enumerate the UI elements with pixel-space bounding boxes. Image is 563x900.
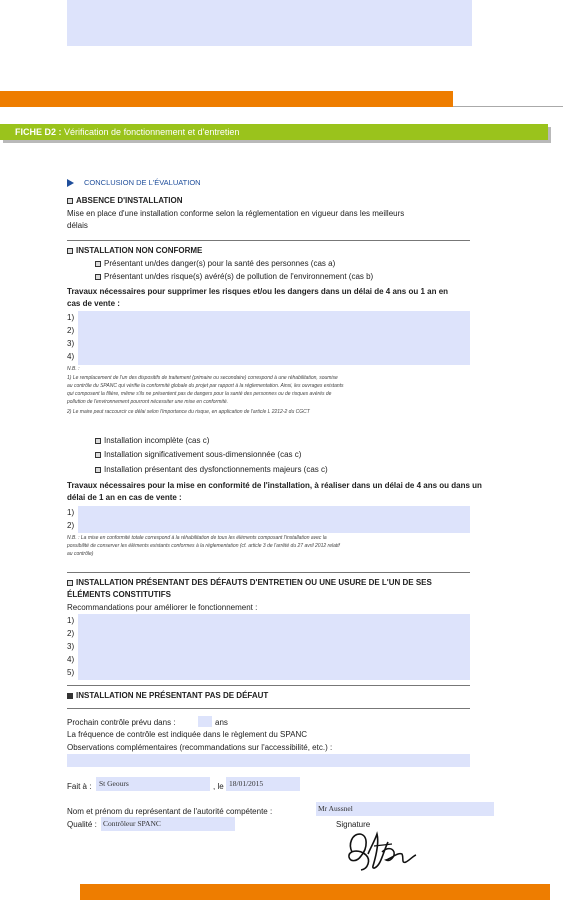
observations-label: Observations complémentaires (recommandations sur l'accessibilité, etc.) : [67, 743, 333, 752]
date-value: 18/01/2015 [229, 779, 264, 788]
header-rule [453, 106, 563, 107]
le-label: , le [213, 782, 224, 791]
option-c1-checkbox[interactable] [95, 438, 101, 444]
defauts-title-1: INSTALLATION PRÉSENTANT DES DÉFAUTS D'ENTRETIEN OU UNE USURE DE L'UN DE SES [67, 578, 432, 588]
travaux2-num-1: 1) [67, 508, 75, 517]
reco-num-1: 1) [67, 616, 75, 625]
divider-2 [67, 572, 470, 573]
option-c2: Installation significativement sous-dimensionnée (cas c) [95, 450, 301, 460]
reco-num-3: 3) [67, 642, 75, 651]
option-c1: Installation incomplète (cas c) [95, 436, 209, 446]
travaux2-field[interactable] [78, 506, 470, 533]
signature-image [346, 822, 418, 874]
travaux-line1: Travaux nécessaires pour supprimer les risques et/ou les dangers dans un délai de 4 ans ou 1 an en [67, 287, 449, 296]
reco-num-2: 2) [67, 629, 75, 638]
qualite-value: Contrôleur SPANC [103, 819, 161, 828]
nb1-line3: qui composent la filière, même s'ils ne présentent pas de dangers pour la santé des personnes ou de risques avérés de [67, 391, 332, 397]
reco-label: Recommandations pour améliorer le fonctionnement : [67, 603, 258, 612]
fiche-code: FICHE D2 : [15, 127, 62, 137]
non-conforme-checkbox[interactable] [67, 248, 73, 254]
travaux-line2: cas de vente : [67, 299, 120, 308]
qualite-label: Qualité : [67, 820, 97, 829]
nom-value: Mr Aussnel [318, 804, 353, 813]
absence-title: ABSENCE D'INSTALLATION [67, 196, 183, 206]
defauts-title-2: ÉLÉMENTS CONSTITUTIFS [67, 590, 171, 599]
absence-checkbox[interactable] [67, 198, 73, 204]
top-field[interactable] [67, 0, 472, 46]
sans-defaut-title: INSTALLATION NE PRÉSENTANT PAS DE DÉFAUT [67, 691, 268, 701]
travaux-num-4: 4) [67, 352, 75, 361]
fait-a-label: Fait à : [67, 782, 92, 791]
nb1-line2: au contrôle du SPANC qui vérifie la conformité globale du projet par rapport à la réglementation. Ainsi, les ouvrages existants [67, 383, 344, 389]
option-a-checkbox[interactable] [95, 261, 101, 267]
absence-line2: délais [67, 221, 88, 230]
orange-band-bottom [80, 884, 550, 900]
divider-1 [67, 240, 470, 241]
travaux-num-2: 2) [67, 326, 75, 335]
observations-field[interactable] [67, 754, 470, 767]
prochain-label: Prochain contrôle prévu dans : [67, 718, 176, 727]
triangle-right-icon [67, 179, 74, 187]
travaux-num-1: 1) [67, 313, 75, 322]
travaux-num-3: 3) [67, 339, 75, 348]
fait-a-value: St Geours [99, 779, 129, 788]
divider-3 [67, 685, 470, 686]
nom-label: Nom et prénom du représentant de l'autorité compétente : [67, 807, 273, 816]
option-a: Présentant un/des danger(s) pour la santé des personnes (cas a) [95, 259, 335, 269]
option-c2-checkbox[interactable] [95, 452, 101, 458]
reco-field[interactable] [78, 614, 470, 680]
conclusion-label: CONCLUSION DE L'ÉVALUATION [84, 178, 201, 187]
sans-defaut-checkbox[interactable] [67, 693, 73, 699]
signature-label: Signature [336, 820, 371, 829]
prochain-field[interactable] [198, 716, 212, 727]
fiche-title-text: Vérification de fonctionnement et d'entretien [64, 127, 240, 137]
option-b-checkbox[interactable] [95, 274, 101, 280]
fiche-title [15, 127, 239, 137]
reco-num-5: 5) [67, 668, 75, 677]
travaux2-num-2: 2) [67, 521, 75, 530]
divider-4 [67, 708, 470, 709]
absence-line1: Mise en place d'une installation conforme selon la réglementation en vigueur dans les meilleurs [67, 209, 405, 218]
nb3-line3: au contrôle) [67, 551, 94, 557]
nb3-line2: possibilité de conserver les éléments existants conformes à la réglementation (cf. article 3 de l'arrêté du 27 avril 2012 relatif [67, 543, 340, 549]
orange-band-top [0, 91, 453, 107]
option-c3: Installation présentant des dysfonctionnements majeurs (cas c) [95, 465, 328, 475]
travaux-field[interactable] [78, 311, 470, 365]
nb1-line4: pollution de l'environnement pourront nécessiter une mise en conformité. [67, 399, 229, 405]
travaux2-line1: Travaux nécessaires pour la mise en conformité de l'installation, à réaliser dans un délai de 4 ans ou dans un [67, 481, 482, 490]
ans-label: ans [215, 718, 228, 727]
non-conforme-title: INSTALLATION NON CONFORME [67, 246, 202, 256]
nb-label: N.B. : [67, 366, 80, 372]
option-c3-checkbox[interactable] [95, 467, 101, 473]
travaux2-line2: délai de 1 an en cas de vente : [67, 493, 182, 502]
option-b: Présentant un/des risque(s) avéré(s) de pollution de l'environnement (cas b) [95, 272, 373, 282]
reco-num-4: 4) [67, 655, 75, 664]
frequence-text: La fréquence de contrôle est indiquée dans le règlement du SPANC [67, 730, 308, 739]
nb3-line1: N.B. : La mise en conformité totale correspond à la réhabilitation de tous les éléments composant l'installation avec la [67, 535, 327, 541]
nb1-line1: 1) Le remplacement de l'un des dispositifs de traitement (primaire ou secondaire) correspond à une réhabilitation, soumise [67, 375, 338, 381]
defauts-checkbox[interactable] [67, 580, 73, 586]
nb2-line: 2) Le maire peut raccourcir ce délai selon l'importance du risque, en application de l'article L 2212-2 du CGCT [67, 409, 310, 415]
